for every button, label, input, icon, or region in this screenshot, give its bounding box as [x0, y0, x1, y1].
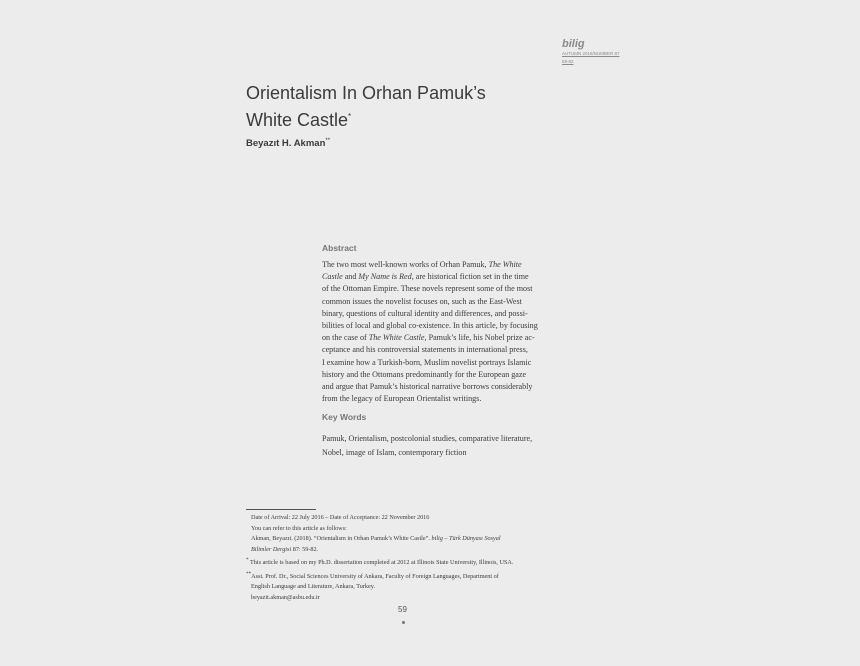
footnote-rule: [246, 509, 316, 510]
abstract-italic-text: The White Castle: [368, 333, 425, 343]
abstract-line: [322, 357, 565, 369]
author-name: Beyazıt H. Akman: [246, 138, 326, 150]
footnote-citation-cont: [246, 545, 566, 556]
abstract-line: [322, 393, 565, 405]
journal-name: bilig: [562, 38, 585, 50]
abstract-text: and: [342, 272, 359, 282]
citation-journal-cont: Bilimler Dergisi: [251, 545, 292, 553]
star1-text: This article is based on my Ph.D. dissertation completed at 2012 at Illinois State University, Illinois, USA.: [250, 559, 514, 567]
abstract-line: [322, 296, 565, 308]
abstract-text: , Pamuk’s life, his Nobel prize ac-: [424, 333, 535, 343]
footnote-star1: [246, 555, 566, 569]
author-footnote-marker: **: [325, 138, 331, 144]
abstract-text: common issues the novelist focuses on, such as the East-West: [322, 296, 522, 306]
abstract-text: from the legacy of European Orientalist writings.: [322, 394, 482, 404]
abstract-text: binary, questions of cultural identity and differences, and possi-: [322, 308, 528, 318]
abstract-line: [322, 369, 565, 381]
abstract-text: bilities of local and global co-existence. In this article, by focusing: [322, 321, 538, 331]
journal-header: [562, 38, 632, 66]
abstract-text: of the Ottoman Empire. These novels represent some of the most: [322, 284, 533, 294]
footnote-star2-cont: English Language and Literature, Ankara, Turkey.: [251, 583, 376, 591]
abstract-italic-text: The White: [488, 260, 522, 269]
star2-marker: **: [246, 570, 252, 577]
keywords-line-1: Pamuk, Orientalism, postcolonial studies, comparative literature,: [322, 434, 533, 443]
abstract-text: I examine how a Turkish-born, Muslim novelist portrays Islamic: [322, 357, 532, 367]
abstract-line: [322, 332, 565, 344]
author-line: [246, 138, 330, 149]
abstract-text: and argue that Pamuk’s historical narrative borrows considerably: [322, 382, 533, 392]
footnote-star2: [246, 569, 566, 583]
abstract-text: The two most well-known works of Orhan Pamuk,: [322, 260, 489, 269]
keywords-body: [322, 432, 565, 459]
abstract-line: [322, 283, 565, 295]
abstract-body: [322, 259, 565, 405]
abstract-line: [322, 344, 565, 356]
footnote-citation: [246, 534, 566, 545]
journal-issue: AUTUMN 2018/NUMBER 87: [562, 51, 620, 56]
abstract-italic-text: Castle: [322, 272, 343, 282]
abstract-line: [322, 259, 565, 271]
abstract-line: [322, 271, 565, 283]
title-footnote-marker: *: [348, 112, 352, 121]
keywords-heading: Key Words: [322, 412, 367, 422]
abstract-line: [322, 381, 565, 393]
citation-journal: bilig – Türk Dünyası Sosyal: [431, 535, 501, 542]
abstract-text: , are historical fiction set in the time: [411, 272, 529, 282]
abstract-text: ceptance and his controversial statements in international press,: [322, 345, 528, 355]
star1-marker: *: [246, 557, 249, 563]
footnote-refer: You can refer to this article as follows:: [251, 524, 347, 532]
footnote-dates: Date of Arrival: 22 July 2016 – Date of Acceptance: 22 November 2016: [251, 514, 430, 521]
page-number: 59: [398, 605, 407, 614]
keywords-line-2: Nobel, image of Islam, contemporary fiction: [322, 447, 467, 457]
footnotes: [246, 513, 566, 603]
abstract-text: on the case of: [322, 333, 369, 343]
article-title: [246, 82, 486, 132]
abstract-text: history and the Ottomans predominantly for the European gaze: [322, 369, 527, 379]
abstract-heading: Abstract: [322, 243, 357, 253]
footnote-email: beyazit.akman@asbu.edu.tr: [251, 593, 320, 601]
journal-pages: 59-82: [562, 59, 574, 64]
citation-pages: 87: 59-82.: [291, 545, 319, 553]
citation-text: Akman, Beyazıt. (2018). “Orientalism in Orhan Pamuk’s White Castle”.: [251, 535, 432, 542]
title-line-2: White Castle: [246, 110, 349, 130]
title-line-1: Orientalism In Orhan Pamuk’s: [246, 83, 486, 103]
abstract-line: [322, 308, 565, 320]
star2-text: Asst. Prof. Dr., Social Sciences University of Ankara, Faculty of Foreign Languages, Department of: [251, 572, 499, 580]
abstract-italic-text: My Name is Red: [358, 272, 412, 282]
page-dot: [402, 621, 405, 624]
abstract-line: [322, 320, 565, 332]
